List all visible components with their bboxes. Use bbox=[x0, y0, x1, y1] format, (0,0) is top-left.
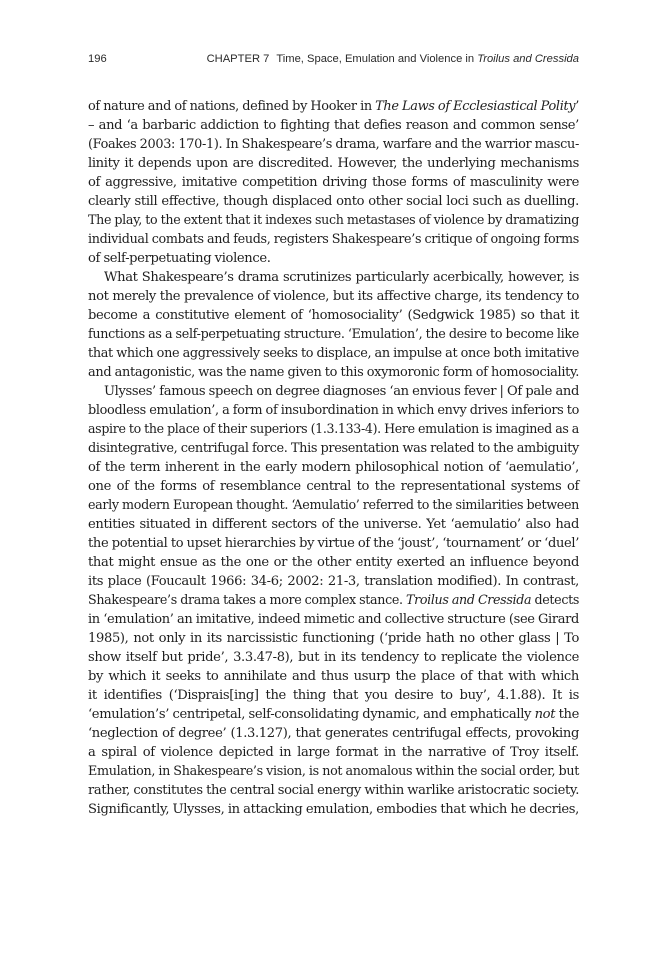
text-line: that might ensue as the one or the other entity exerted an influence beyond bbox=[88, 555, 579, 570]
text-line: Emulation, in Shakespeare’s vision, is not anomalous within the social order, but bbox=[88, 764, 580, 779]
text-line: – and ‘a barbaric addiction to fighting that defies reason and common sense’ bbox=[88, 118, 579, 133]
text-line: of self-perpetuating violence. bbox=[88, 251, 271, 266]
running-head-title bbox=[207, 53, 579, 65]
page-number: 196 bbox=[88, 53, 107, 65]
text-line: The play, to the extent that it indexes such metastases of violence by dramatizing bbox=[88, 213, 580, 228]
text-line: by which it seeks to annihilate and thus usurp the place of that with which bbox=[88, 669, 579, 684]
text-line: one of the forms of resemblance central to the representational systems of bbox=[88, 479, 579, 494]
text-line: (Foakes 2003: 170-1). In Shakespeare’s drama, warfare and the warrior mascu- bbox=[88, 137, 579, 152]
text-line: its place (Foucault 1966: 34-6; 2002: 21-3, translation modified). In contrast, bbox=[88, 574, 579, 589]
text-line: functions as a self-perpetuating structure. ‘Emulation’, the desire to become like bbox=[88, 327, 580, 342]
text-line: become a constitutive element of ‘homosociality’ (Sedgwick 1985) so that it bbox=[88, 308, 579, 323]
text-line: clearly still effective, though displaced onto other social loci such as duelling. bbox=[88, 194, 579, 209]
text-line: linity it depends upon are discredited. However, the underlying mechanisms bbox=[88, 156, 579, 171]
text-line: and antagonistic, was the name given to this oxymoronic form of homosociality. bbox=[88, 365, 579, 380]
text-line: aspire to the place of their superiors (1.3.133-4). Here emulation is imagined as a bbox=[88, 422, 580, 437]
text-line: not merely the prevalence of violence, but its affective charge, its tendency to bbox=[88, 289, 579, 304]
text-line: bloodless emulation’, a form of insubordination in which envy drives inferiors to bbox=[88, 403, 579, 418]
text-line: early modern European thought. ‘Aemulatio’ referred to the similarities between bbox=[88, 498, 579, 513]
text-line: ‘emulation’s’ centripetal, self-consolidating dynamic, and emphatically not the bbox=[88, 707, 580, 722]
running-header bbox=[88, 53, 579, 71]
text-line: that which one aggressively seeks to displace, an impulse at once both imitative bbox=[88, 346, 580, 361]
text-line: in ‘emulation’ an imitative, indeed mimetic and collective structure (see Girard bbox=[88, 612, 579, 627]
chapter-title-italic: Troilus and Cressida bbox=[477, 53, 579, 65]
text-line: it identifies (‘Disprais[ing] the thing that you desire to buy’, 4.1.88). It is bbox=[88, 688, 579, 703]
text-line: 1985), not only in its narcissistic functioning (‘pride hath no other glass | To bbox=[88, 631, 579, 646]
text-line: the potential to upset hierarchies by virtue of the ‘joust’, ‘tournament’ or ‘duel’ bbox=[88, 536, 579, 551]
text-line: of aggressive, imitative competition driving those forms of masculinity were bbox=[88, 175, 579, 190]
text-line: show itself but pride’, 3.3.47-8), but in its tendency to replicate the violence bbox=[88, 650, 579, 665]
body-text bbox=[88, 97, 579, 819]
text-line: of the term inherent in the early modern philosophical notion of ‘aemulatio’, bbox=[88, 460, 579, 475]
chapter-title: Time, Space, Emulation and Violence in bbox=[276, 53, 478, 65]
text-line: Significantly, Ulysses, in attacking emulation, embodies that which he decries, bbox=[88, 802, 579, 817]
text-line: rather, constitutes the central social energy within warlike aristocratic society. bbox=[88, 783, 580, 798]
text-line: of nature and of nations, defined by Hooker in The Laws of Ecclesiastical Polity’ bbox=[88, 99, 580, 114]
text-line: Ulysses’ famous speech on degree diagnoses ‘an envious fever | Of pale and bbox=[104, 384, 580, 399]
chapter-label: CHAPTER 7 bbox=[206, 53, 270, 65]
text-line: What Shakespeare’s drama scrutinizes particularly acerbically, however, is bbox=[104, 270, 579, 285]
text-line: a spiral of violence depicted in large format in the narrative of Troy itself. bbox=[88, 745, 579, 760]
text-line: ‘neglection of degree’ (1.3.127), that generates centrifugal effects, provoking bbox=[88, 726, 579, 741]
text-line: disintegrative, centrifugal force. This presentation was related to the ambiguity bbox=[88, 441, 579, 456]
text-line: Shakespeare’s drama takes a more complex stance. Troilus and Cressida detects bbox=[88, 593, 580, 608]
text-line: individual combats and feuds, registers Shakespeare’s critique of ongoing forms bbox=[88, 232, 579, 247]
text-line: entities situated in different sectors of the universe. Yet ‘aemulatio’ also had bbox=[88, 517, 579, 532]
